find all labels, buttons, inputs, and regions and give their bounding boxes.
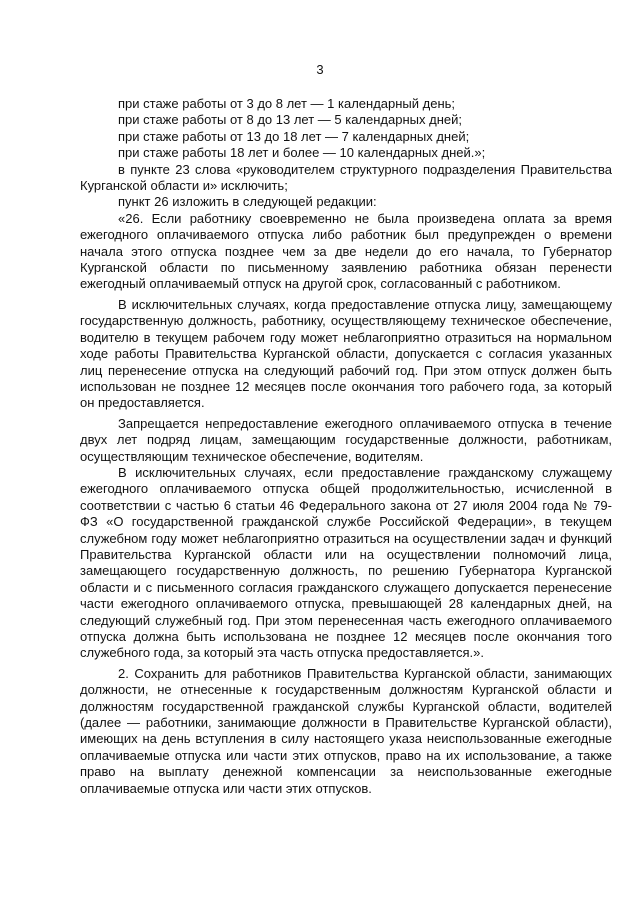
paragraph-exceptional-cases-service-year: В исключительных случаях, если предоставление гражданскому служащему ежегодного оплачиваемого отпуска общей продолжительностью, исчисленной в соответствии с частью 6 статьи 46 Федерального закона от 27 июля 2004 года № 79-ФЗ «О государственной гражданской службе Российской Федерации», в текущем служебном году может неблагоприятно отразиться на осуществлении задач и функций Правительства Курганской области или на осуществлении полномочий лица, замещающего государственную должность, по решению Губернатора Курганской области и с письменного согласия гражданского служащего допускается перенесение части ежегодного оплачиваемого отпуска, превышающей 28 календарных дней, на следующий служебный год. При этом перенесенная часть ежегодного оплачиваемого отпуска должна быть использована не позднее 12 месяцев после окончания того служебного года, за который эта часть отпуска предоставляется.».: [80, 464, 612, 661]
paragraph-punkt-26-text: «26. Если работнику своевременно не была произведена оплата за время ежегодного оплачиваемого отпуска либо работник был предупрежден о времени начала этого отпуска позднее чем за две недели до его начала, то Губернатор Курганской области по письменному заявлению работника обязан перенести ежегодный оплачиваемый отпуск на другой срок, согласованный с работником.: [80, 210, 612, 292]
paragraph-section-2: 2. Сохранить для работников Правительства Курганской области, занимающих должности, не отнесенные к государственным должностям Курганской области и должностям государственной гражданской службы Курганской области, водителей (далее — работники, занимающие должности в Правительстве Курганской области), имеющих на день вступления в силу настоящего указа неиспользованные ежегодные оплачиваемые отпуска или части этих отпусков, право на их использование, а также право на выплату денежной компенсации за неиспользованные ежегодные оплачиваемые отпуска или части этих отпусков.: [80, 665, 612, 796]
paragraph-stazh-13-18: при стаже работы от 13 до 18 лет — 7 календарных дней;: [118, 128, 470, 144]
page-number: 3: [316, 62, 324, 77]
document-body: [80, 96, 612, 797]
paragraph-stazh-8-13: при стаже работы от 8 до 13 лет — 5 календарных дней;: [118, 112, 462, 128]
paragraph-punkt-26-intro: пункт 26 изложить в следующей редакции:: [118, 194, 377, 210]
paragraph-prohibition: Запрещается непредоставление ежегодного оплачиваемого отпуска в течение двух лет подряд лицам, замещающим государственные должности, работникам, осуществляющим техническое обеспечение, водителям.: [80, 415, 612, 464]
paragraph-stazh-3-8: при стаже работы от 3 до 8 лет — 1 календарный день;: [118, 96, 456, 111]
paragraph-stazh-18-plus: при стаже работы 18 лет и более — 10 календарных дней.»;: [118, 145, 486, 161]
paragraph-punkt-23: в пункте 23 слова «руководителем структурного подразделения Правительства Курганской области и» исключить;: [80, 161, 612, 194]
paragraph-exceptional-cases-work-year: В исключительных случаях, когда предоставление отпуска лицу, замещающему государственную должность, работнику, осуществляющему техническое обеспечение, водителю в текущем рабочем году может неблагоприятно отразиться на нормальном ходе работы Правительства Курганской области, допускается с согласия указанных лиц перенесение отпуска на следующий рабочий год. При этом отпуск должен быть использован не позднее 12 месяцев после окончания того рабочего года, за который он предоставляется.: [80, 296, 612, 411]
